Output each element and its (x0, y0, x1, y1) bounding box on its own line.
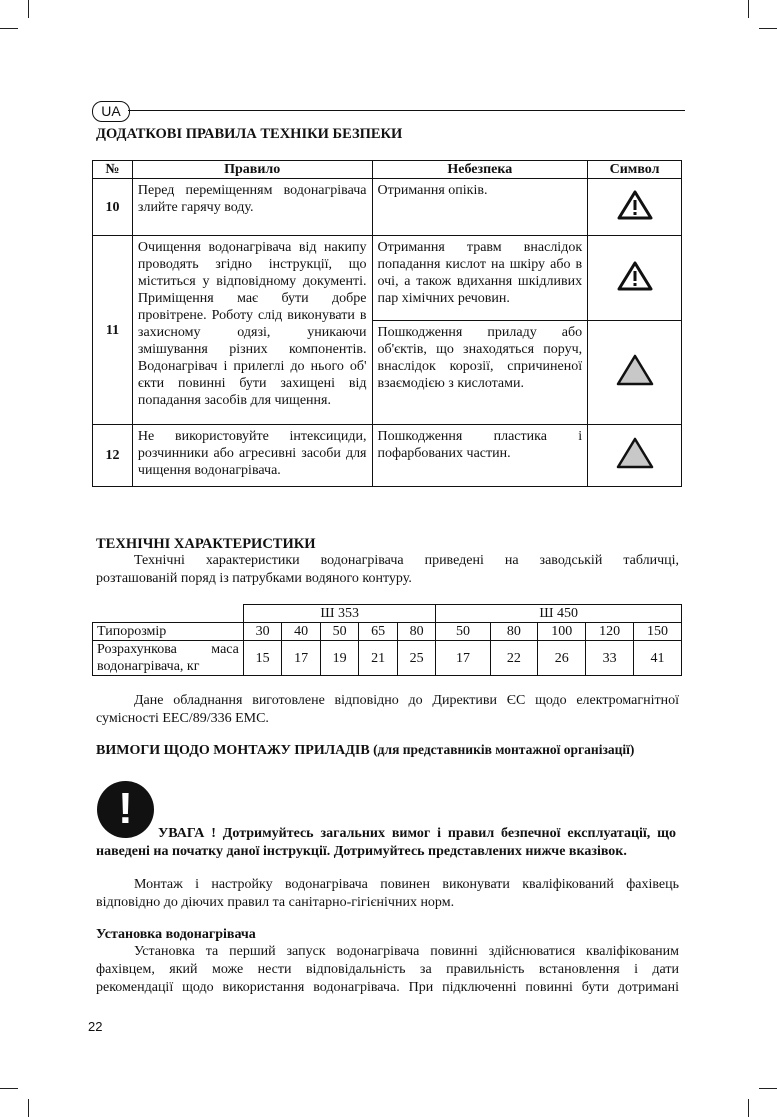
rule-cell: Перед переміщенням водонагрівача злийте гарячу воду. (132, 179, 372, 236)
warning-triangle-grey-icon (616, 437, 654, 469)
mass-value: 17 (282, 641, 321, 676)
size-value: 50 (320, 623, 359, 641)
mass-value: 19 (320, 641, 359, 676)
mass-value: 33 (586, 641, 634, 676)
install-title: ВИМОГИ ЩОДО МОНТАЖУ ПРИЛАДІВ (для представників монтажної організації) (96, 742, 635, 758)
setup-title: Установка водонагрівача (96, 927, 256, 942)
crop-mark (0, 1088, 18, 1089)
row-number: 11 (93, 236, 133, 425)
mass-value: 22 (490, 641, 538, 676)
safety-table (92, 160, 682, 487)
warning-triangle-bang-icon (617, 261, 653, 291)
rule-cell: Не використовуйте інтексициди, розчинники або агресивні засоби для чищення водонагрівача. (132, 425, 372, 487)
mass-value: 21 (359, 641, 398, 676)
crop-mark (28, 1099, 29, 1117)
header-symbol: Символ (588, 161, 682, 179)
symbol-cell (588, 236, 682, 321)
size-value: 30 (243, 623, 282, 641)
size-value: 40 (282, 623, 321, 641)
crop-mark (0, 28, 18, 29)
qualification-line: Монтаж і настройку водонагрівача повинен виконувати кваліфікований фахівець (134, 877, 679, 892)
symbol-cell (588, 425, 682, 487)
table-header-row (93, 161, 682, 179)
warning-triangle-bang-icon (617, 190, 653, 220)
danger-cell: Пошкодження пластика і пофарбованих частин. (372, 425, 588, 487)
size-value: 80 (397, 623, 436, 641)
size-value: 100 (538, 623, 586, 641)
mass-value: 17 (436, 641, 490, 676)
spec-size-row (93, 623, 682, 641)
mass-value: 41 (634, 641, 682, 676)
crop-mark (759, 1088, 777, 1089)
warning-line: наведені на початку даної інструкції. Дотримуйтесь представлених нижче вказівок. (96, 844, 627, 859)
group-header: Ш 353 (243, 605, 436, 623)
size-value: 150 (634, 623, 682, 641)
mass-value: 15 (243, 641, 282, 676)
size-value: 80 (490, 623, 538, 641)
danger-cell: Пошкодження приладу або об'єктів, що знаходяться поруч, внаслідок корозії, спричиненої взаємодією з кислотами. (372, 321, 588, 425)
directive-line: сумісності ЕЕС/89/336 ЕМС. (96, 711, 269, 726)
table-row (93, 425, 682, 487)
tech-title: ТЕХНІЧНІ ХАРАКТЕРИСТИКИ (96, 536, 316, 552)
page-number: 22 (88, 1019, 103, 1034)
crop-mark (759, 28, 777, 29)
language-badge: UA (92, 101, 130, 122)
setup-line: Установка та перший запуск водонагрівача повинні здійснюватися кваліфікованим (134, 944, 679, 959)
warning-line: УВАГА ! Дотримуйтесь загальних вимог і правил безпечної експлуатації, що (158, 826, 676, 841)
tech-intro-line: Технічні характеристики водонагрівача приведені на заводській табличці, (134, 553, 679, 568)
tech-intro-line: розташованій поряд із патрубками водяного контуру. (96, 571, 412, 586)
size-value: 120 (586, 623, 634, 641)
symbol-cell (588, 179, 682, 236)
danger-cell: Отримання травм внаслідок попадання кислот на шкіру або в очі, а також вдихання шкідливих пар хімічних речовин. (372, 236, 588, 321)
mass-value: 25 (397, 641, 436, 676)
group-header: Ш 450 (436, 605, 682, 623)
table-row (93, 236, 682, 321)
setup-line: рекомендації щодо використання водонагрівача. При підключенні повинні бути дотримані (96, 980, 679, 995)
header-rule (128, 110, 685, 111)
mass-label: Розрахункова маса водонагрівача, кг (93, 641, 244, 676)
header-rule-col: Правило (132, 161, 372, 179)
row-number: 12 (93, 425, 133, 487)
row-number: 10 (93, 179, 133, 236)
setup-line: фахівцем, який може нести відповідальність за правильність встановлення і дати (96, 962, 679, 977)
table-row (93, 179, 682, 236)
spec-table (92, 604, 682, 676)
spec-group-row (93, 605, 682, 623)
directive-line: Дане обладнання виготовлене відповідно до Директиви ЄС щодо електромагнітної (134, 693, 679, 708)
safety-title: ДОДАТКОВІ ПРАВИЛА ТЕХНІКИ БЕЗПЕКИ (96, 126, 403, 142)
header-num: № (93, 161, 133, 179)
header-danger: Небезпека (372, 161, 588, 179)
warning-exclamation-icon: ! (97, 781, 154, 838)
qualification-line: відповідно до діючих правил та санітарно-гігієнічних норм. (96, 895, 455, 910)
crop-mark (748, 1099, 749, 1117)
crop-mark (28, 0, 29, 18)
warning-triangle-grey-icon (616, 354, 654, 386)
rule-cell: Очищення водонагрівача від накипу проводять згідно інструкції, що міститься у відповідному документі. Приміщення має бути добре провітрене. Роботу слід виконувати в захисному одязі, уникаючи змішування різних компонентів. Водонагрівач і прилеглі до нього об' єкти повинні бути захищені від попадання засобів для чищення. (132, 236, 372, 425)
symbol-cell (588, 321, 682, 425)
size-value: 65 (359, 623, 398, 641)
crop-mark (748, 0, 749, 18)
size-value: 50 (436, 623, 490, 641)
empty-cell (93, 605, 244, 623)
danger-cell: Отримання опіків. (372, 179, 588, 236)
size-label: Типорозмір (93, 623, 244, 641)
spec-mass-row (93, 641, 682, 676)
mass-value: 26 (538, 641, 586, 676)
